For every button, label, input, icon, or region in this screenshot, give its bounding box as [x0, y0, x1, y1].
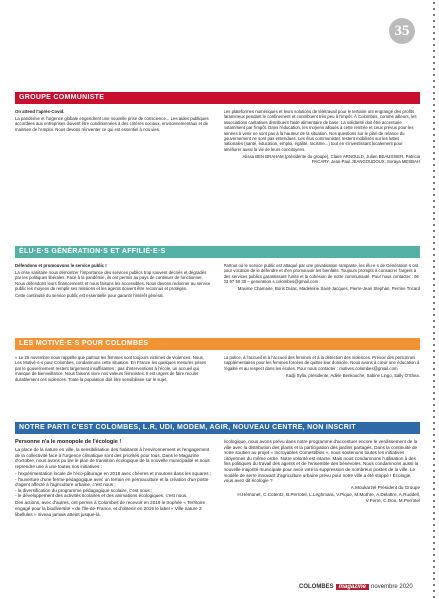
signature: Kadji Sylla, présidente, Adèle Benkouche, Sabine Lingo, Sally O'Shea. [285, 372, 420, 378]
body-text: Des actions, avec d'autres, ont permis à Colombes de recevoir en 2019 le trophée « Territoire engagé pour la biodiversité » de l'Île-de-France, et d'obtenir en 2019 le label « Ville nature 3 libellules » niveau jamais atteint jusque-là. [15, 500, 206, 517]
footer-city: COLOMBES [299, 584, 334, 590]
page-footer [299, 584, 413, 590]
body-text: La police, à l'accueil et à l'accueil des femmes et à la détection des violences. Prévoir des personnes supplémentaires pour les femmes forcées de quitter leur domicile. Nous avons à cœur une éducation à l'égalité et au respect dans les écoles. Pour nous contacter : motives.colombes@gmail.com [223, 355, 420, 371]
section-heading: Défendons et promouvons le service public ! [15, 263, 107, 268]
left-column [15, 109, 212, 217]
dotted-margin [431, 0, 437, 599]
section-title: GROUPE COMMUNISTE [15, 92, 420, 104]
section-title: NOTRE PARTI C'EST COLOMBES, L.R, UDI, MODEM, AGIR, NOUVEAU CENTRE, NON INSCRIT [15, 422, 420, 434]
body-text: Partout où le service public est attaqué par une privatisation rampante, les élu·e·s de Génération·s ont pour vocation de le défendre et d'en promouvoir les bienfaits. Toujours prompts à consacrer l'argent à des services publics garantissant l'unité et la cohésion de notre communauté. Pour nous contacter : 06 03 97 50 30 – generation.s.colombes@gmail.com [223, 263, 419, 285]
body-text: La place de la nature en ville, la sensibilisation des habitants à l'environnement et l'engagement de la collectivité face à l'urgence climatique sont des priorités pour tous. Dans le Magazine d'octobre, nous avons pu lire le plan de transition écologique de la nouvelle municipalité et nous reprendre une à une toutes nos initiatives : [15, 447, 210, 469]
section-groupe-communiste [15, 92, 420, 217]
right-column [224, 439, 421, 587]
left-column [15, 439, 212, 587]
signature: H.Hémonet, C.Cotentz, B.Perrotel, L.Leghmara, V.Pique, M.Mothre, A.Delattre, A.Ruddell, V.Ferre, C.Don, M.Perrotel [237, 492, 420, 503]
section-title: ÉLU·E·S GÉNÉRATION·S ET AFFILIÉ·E·S [15, 246, 420, 258]
body-text: écologique, nous avons prévu dans notre programme d'accentuer encore le verdissement de la ville avec la distribution des plants et la participation des jardins partagés. Dans la continuité de notre soutien au projet « Incroyables Comestibles », nous soutenons toutes les initiatives citoyennes du même ordre. Notre volonté est intacte. Mais nous condamnons l'utilisation à des fins politiques du travail des agents et de l'ensemble des bénévoles. Nous condamnons aussi la nouvelle majorité municipale pour avoir voté la suppression de nombreux postes de la ville. Le modèle de serre innovant d'agriculture urbaine prévu pour notre ville a été stoppé ! Écologie, vous avez dit écologie ? [223, 439, 419, 484]
body-text: La crise sanitaire nous démontrer l'importance des services publics trop souvent décriés et dégradés par les politiques libérales. Face à la pandémie, ils ont permis au pays de continuer de fonctionner. Nous défendons leurs financements et nous faisons les accessibles. Nous devons redonner au service public les moyens de remplir ses missions et les agents doivent être reconnus et protégés. [15, 269, 211, 292]
section-heading: On attend l'après-Covid. [15, 109, 65, 114]
right-column [224, 263, 421, 335]
body-text: La pandémie et l'urgence globale engendrent une nouvelle prise de conscience... Les aides publiques accordées aux entreprises doivent être conditionnées à des critères sociaux, environnementaux et de maintien de l'emploi. Nous devons réinventer ce qui est essentiel à nos vies. [15, 115, 209, 132]
page-number: 35 [389, 18, 415, 44]
section-generation-s [15, 246, 420, 335]
signature: Maxime Chamaire, Boris Dulac, Madeleine Saint-Jacques, Pierre-Jean Stephan, Perrine Tricard [237, 286, 420, 292]
left-column [15, 263, 212, 335]
body-text: Cette continuité du service public est essentielle pour garantir l'intérêt général. [15, 293, 164, 299]
right-column [224, 109, 421, 217]
footer-magazine: magazine [336, 584, 369, 590]
right-column [224, 355, 421, 421]
body-text: « Le 25 novembre nous rappelle que partout les femmes sont toujours victimes de violences. Nous, Les Motivé·e·s pour Colombes, condamnons cette situation. En France les quelques mesures prises par le gouvernement restent largement insuffisantes : pas d'interventions à l'école, un accueil qui manque de bienveillance. Nous faisons vivre nos valeurs féministes. Il est urgent de faire reculer durablement ces violences. Toute la population doit être sensibilisée sur le sujet. [15, 355, 207, 382]
body-text: Les plateformes numériques et leurs solutions de télétravail pour le tertiaire ont engrangé des profits faramineux pendant le confinement et contribuent très peu à l'impôt. À Colombes, comme ailleurs, les associations caritatives distribuent l'aide alimentaire de base. La solidarité doit être accentuée notamment par l'impôt. Dans l'éducation, les moyens alloués à cette rentrée et ceux prévus pour les années à venir ne sont pas à la hauteur de la situation. Nos questions sur le plan de relance du gouvernement ne sont pas entendues. Les élus communistes restent mobilisés sur les luttes nationales (santé, éducation, emploi, égalité, racisme...) tout en s'investissant localement pour améliorer aussi la vie de leurs concitoyens. [223, 109, 417, 152]
section-title: LES MOTIVÉ·E·S POUR COLOMBES [15, 338, 420, 350]
section-heading: Personne n'a le monopole de l'écologie ! [15, 439, 122, 445]
section-notre-parti-colombes [15, 422, 420, 587]
left-column [15, 355, 212, 421]
signature: A.Moukarzel Président du Groupe [350, 485, 420, 491]
body-text: - l'expérimentation locale de l'éco-pâturage en 2018 avec chèvres et moutons dans les squares ; - l'ouverture d'une ferme pédagogique avec un terrain en permaculture et la création d'un poste d'agent affecté à l'agriculture urbaine, c'est nous ; - la diversification du programme pédagogique scolaire, c'est nous ; - le développement des activités scolaires et des animations écologiques, c'est nous. [15, 470, 212, 499]
signature: Alissa BEN BRAHAM (présidente du groupe), Claire ARNOULD, Julien BEAUSSIER, Patricia PACARY, Jean-Paul JEANGOUDOUX, Soraya MESBAH [242, 153, 420, 165]
footer-month: novembre 2020 [371, 584, 413, 590]
section-motives [15, 338, 420, 421]
